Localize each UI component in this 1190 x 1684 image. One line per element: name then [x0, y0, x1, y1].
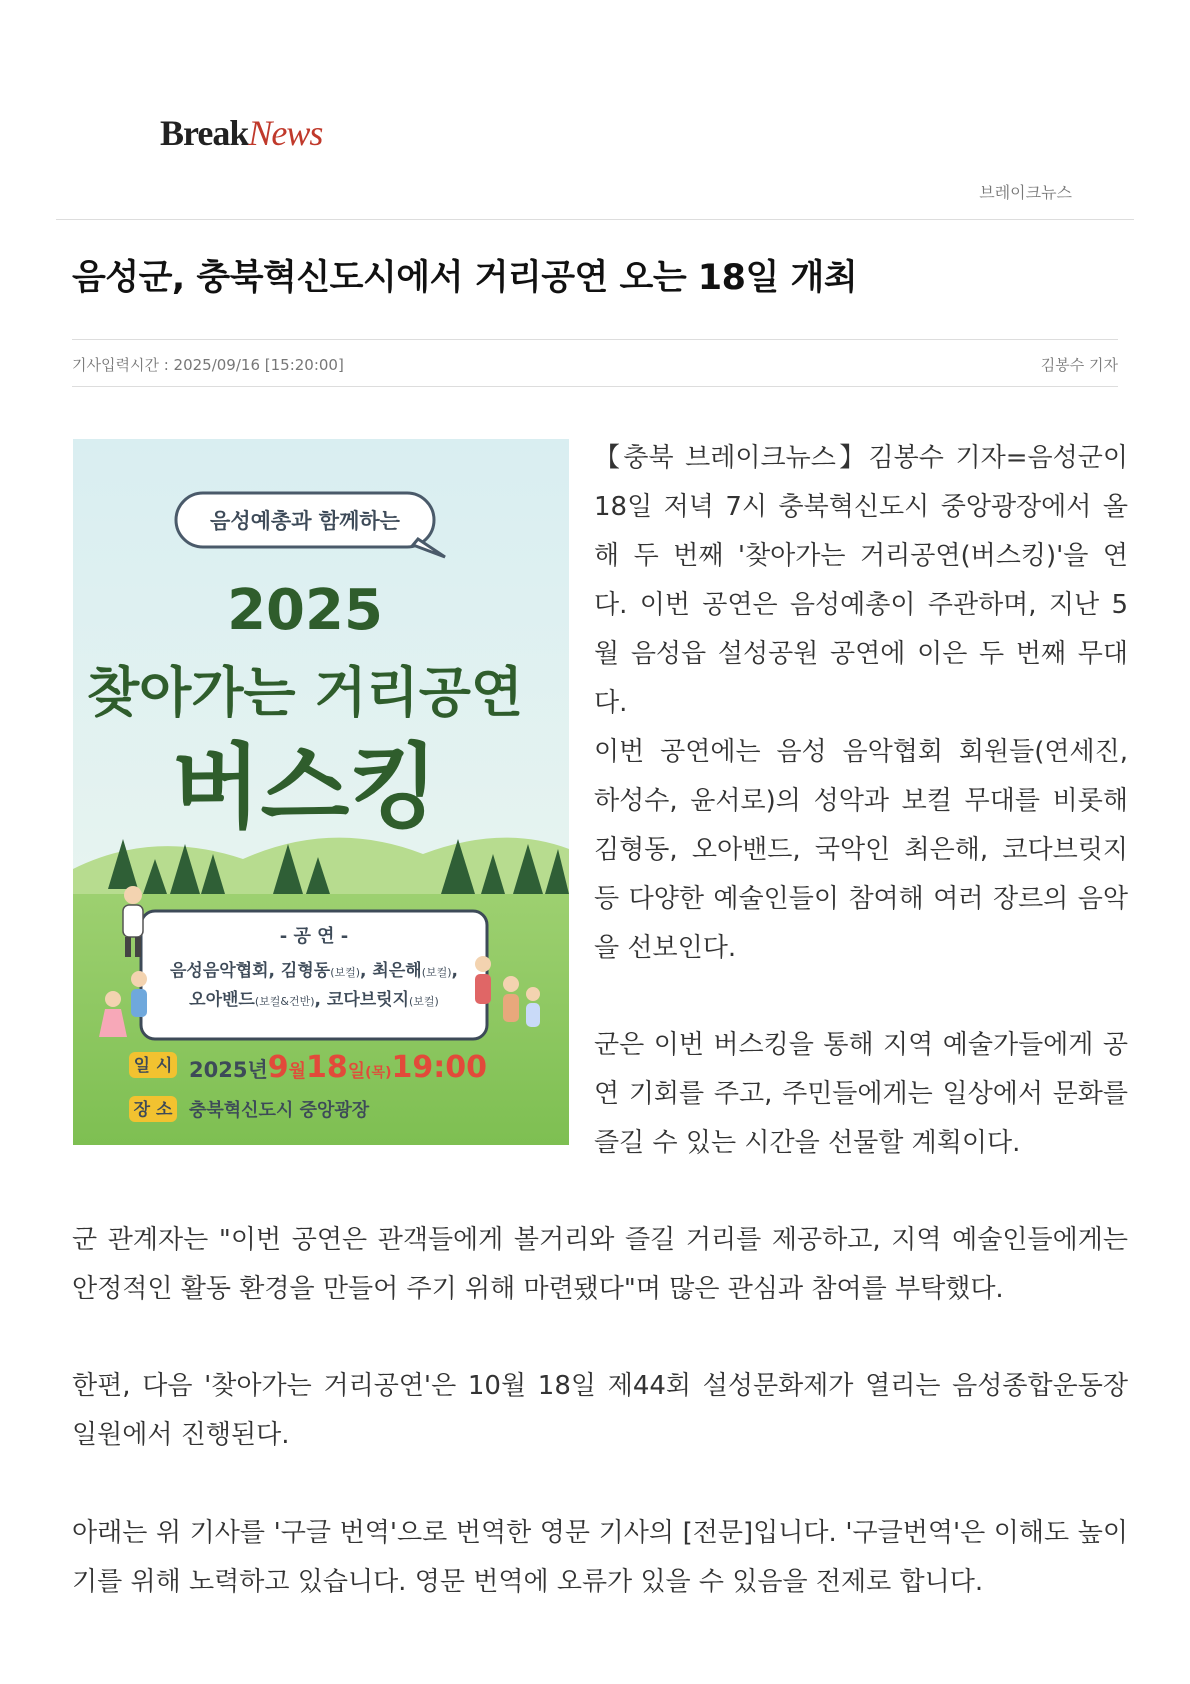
article-paragraph-4: 군 관계자는 "이번 공연은 관객들에게 볼거리와 즐길 거리를 제공하고, 지역 예술인들에게는 안정적인 활동 환경을 만들어 주기 위해 마련됐다"며 많은 관심과 참여를 부탁했다. — [72, 1225, 1128, 1304]
article-paragraph-1: 【충북 브레이크뉴스】김봉수 기자=음성군이 18일 저녁 7시 충북혁신도시 중앙광장에서 올해 두 번째 '찾아가는 거리공연(버스킹)'을 연다. 이번 공연은 음성예총이 주관하며, 지난 5월 음성읍 설성공원 공연에 이은 두 번째 무대다. — [594, 443, 1128, 718]
article-paragraph-5: 한편, 다음 '찾아가는 거리공연'은 10월 18일 제44회 설성문화제가 열리는 음성종합운동장 일원에서 진행된다. — [72, 1371, 1128, 1450]
logo-break: Break — [160, 113, 249, 153]
poster-title-line1: 찾아가는 거리공연 — [86, 661, 524, 724]
header-divider — [56, 219, 1134, 220]
article-author[interactable]: 김봉수 기자 — [1040, 356, 1118, 374]
article-headline: 음성군, 충북혁신도시에서 거리공연 오는 18일 개최 — [72, 258, 858, 298]
article-meta-bar — [72, 339, 1118, 387]
poster-date-label: 일 시 — [133, 1056, 173, 1076]
poster-place-value: 충북혁신도시 중앙광장 — [189, 1100, 370, 1121]
poster-title-line2: 버스킹 — [171, 734, 439, 841]
poster-perf-line2: 오아밴드(보컬&건반), 코다브릿지(보컬) — [189, 990, 439, 1010]
poster-bubble-text: 음성예총과 함께하는 — [210, 509, 400, 533]
article-timestamp: 기사입력시간 : 2025/09/16 [15:20:00] — [72, 356, 344, 374]
site-name: 브레이크뉴스 — [979, 183, 1072, 202]
poster-place-label: 장 소 — [133, 1100, 173, 1120]
event-poster-image — [73, 439, 569, 1145]
article-paragraph-3: 군은 이번 버스킹을 통해 지역 예술가들에게 공연 기회를 주고, 주민들에게는 일상에서 문화를 즐길 수 있는 시간을 선물할 계획이다. — [594, 1030, 1128, 1158]
poster-perf-line1: 음성음악협회, 김형동(보컬), 최은해(보컬), — [170, 961, 458, 981]
poster-perf-heading: - 공 연 - — [279, 926, 349, 947]
article-paragraph-2: 이번 공연에는 음성 음악협회 회원들(연세진, 하성수, 윤서로)의 성악과 보컬 무대를 비롯해 김형동, 오아밴드, 국악인 최은해, 코다브릿지 등 다양한 예술인들이 참여해 여러 장르의 음악을 선보인다. — [594, 737, 1128, 963]
site-logo[interactable] — [160, 112, 322, 154]
poster-year: 2025 — [227, 578, 383, 643]
poster-date-value: 2025년9월18일(목)19:00 — [189, 1050, 487, 1085]
logo-news: News — [248, 113, 323, 153]
article-paragraph-6: 아래는 위 기사를 '구글 번역'으로 번역한 영문 기사의 [전문]입니다. '구글번역'은 이해도 높이기를 위해 노력하고 있습니다. 영문 번역에 오류가 있을 수 있음을 전제로 합니다. — [72, 1518, 1128, 1597]
